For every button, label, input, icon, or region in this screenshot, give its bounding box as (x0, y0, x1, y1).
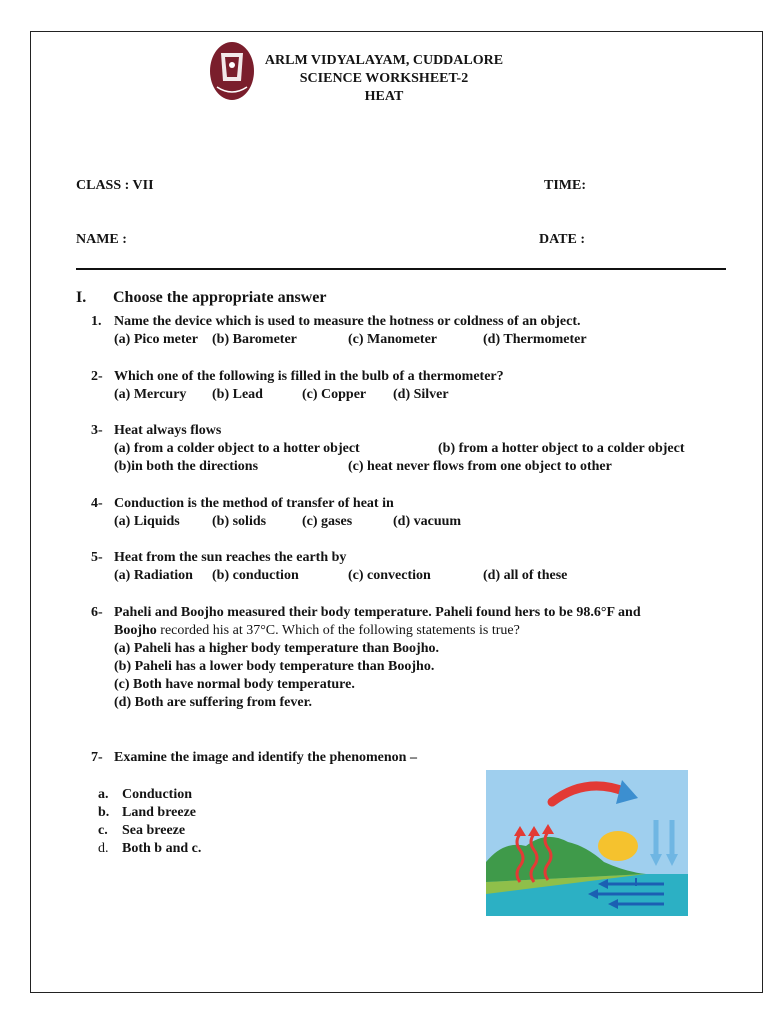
name-label: NAME : (76, 232, 127, 247)
option-text: Land breeze (122, 805, 197, 820)
option-c: (c) Both have normal body temperature. (114, 677, 355, 692)
option-text: Both b and c. (122, 841, 202, 856)
name-boojho: Boojho (114, 623, 157, 638)
section-title: Choose the appropriate answer (113, 289, 327, 306)
question-number: 7- (91, 750, 103, 765)
option-c: (c) gases (302, 514, 353, 529)
question-text: Which one of the following is filled in the bulb of a thermometer? (114, 369, 504, 384)
topic-title: HEAT (364, 89, 404, 104)
option-c: (c) convection (348, 568, 431, 583)
option-d: (d) vacuum (393, 514, 462, 529)
option-b: (b) Lead (212, 387, 263, 402)
question-text: Paheli and Boojho measured their body temperature. Paheli found hers to be 98.6°F and (114, 605, 641, 620)
question-text: Name the device which is used to measure the hotness or coldness of an object. (114, 314, 581, 329)
option-b: (b) solids (212, 514, 267, 529)
time-label: TIME: (544, 178, 586, 193)
option-letter: a. (98, 787, 109, 802)
school-name: ARLM VIDYALAYAM, CUDDALORE (264, 53, 504, 68)
date-label: DATE : (539, 232, 586, 247)
option-a: (a) Paheli has a higher body temperature than Boojho. (114, 641, 439, 656)
question-number: 6- (91, 605, 103, 620)
breeze-illustration (486, 770, 688, 916)
question-text-line2 (114, 623, 520, 639)
option-d: (d) all of these (483, 568, 568, 583)
question-text-rest: recorded his at 37°C. Which of the following statements is true? (156, 623, 520, 638)
option-b: (b) Paheli has a lower body temperature than Boojho. (114, 659, 435, 674)
option-text: Conduction (122, 787, 193, 802)
question-text: Heat from the sun reaches the earth by (114, 550, 347, 565)
option-d: (d) Thermometer (483, 332, 587, 347)
option-letter: d. (98, 841, 109, 856)
option-letter: b. (98, 805, 110, 820)
question-number: 4- (91, 496, 103, 511)
option-c: (c) heat never flows from one object to other (348, 459, 612, 474)
option-c: (c) Copper (302, 387, 367, 402)
option-d: (d) Silver (393, 387, 449, 402)
option-c: (c) Manometer (348, 332, 438, 347)
question-number: 5- (91, 550, 103, 565)
option-a: (a) Mercury (114, 387, 187, 402)
worksheet-title: SCIENCE WORKSHEET-2 (299, 71, 469, 86)
question-text: Examine the image and identify the phenomenon – (114, 750, 417, 765)
option-b: (b) Barometer (212, 332, 297, 347)
option-b: (b) from a hotter object to a colder object (438, 441, 685, 456)
class-label: CLASS : VII (76, 178, 154, 193)
option-b: (b) conduction (212, 568, 299, 583)
question-number: 2- (91, 369, 103, 384)
header-divider (76, 268, 726, 270)
question-text: Conduction is the method of transfer of heat in (114, 496, 394, 511)
option-letter: c. (98, 823, 108, 838)
option-d: (d) Both are suffering from fever. (114, 695, 313, 710)
section-number: I. (76, 289, 87, 306)
option-a: (a) Radiation (114, 568, 193, 583)
question-number: 3- (91, 423, 103, 438)
option-a: (a) from a colder object to a hotter object (114, 441, 360, 456)
question-text: Heat always flows (114, 423, 222, 438)
option-b-alt: (b)in both the directions (114, 459, 259, 474)
option-a: (a) Pico meter (114, 332, 198, 347)
option-a: (a) Liquids (114, 514, 180, 529)
option-text: Sea breeze (122, 823, 186, 838)
question-number: 1. (91, 314, 102, 329)
